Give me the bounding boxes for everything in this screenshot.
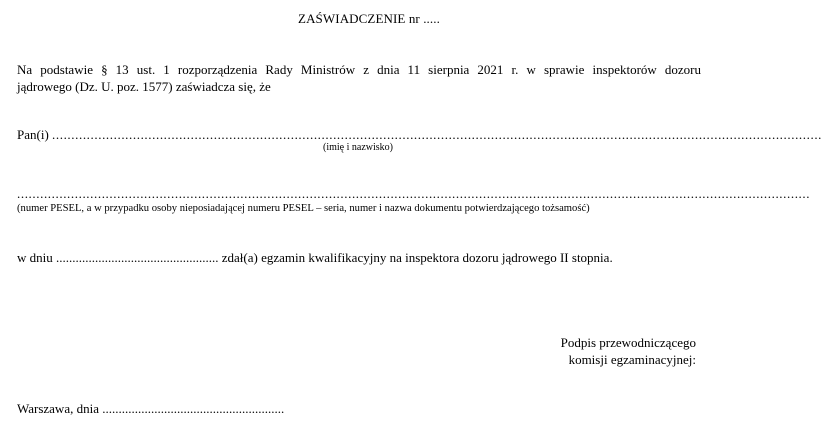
pesel-dotted-blank: .............................................................................................................................................................................................................. [17, 186, 811, 201]
pesel-caption: (numer PESEL, a w przypadku osoby nieposiadającej numeru PESEL – seria, numer i nazwa dokumentu potwierdzającego tożsamość) [17, 203, 590, 214]
legal-basis-line-2: jądrowego (Dz. U. poz. 1577) zaświadcza się, że [17, 79, 271, 94]
signature-line-1: Podpis przewodniczącego [560, 335, 696, 350]
signature-block [520, 334, 696, 368]
name-dotted-blank: ........................................................................................................................................................................................................ [52, 127, 822, 142]
exam-date-line: w dniu .................................................. zdał(a) egzamin kwalifikacyjny na inspektora dozoru jądrowego II stopnia. [17, 250, 613, 265]
signature-line-2: komisji egzaminacyjnej: [568, 352, 696, 367]
name-field-line [17, 127, 822, 142]
name-label: Pan(i) [17, 127, 53, 142]
pesel-field-line [17, 186, 811, 201]
name-caption: (imię i nazwisko) [323, 142, 393, 153]
document-title: ZAŚWIADCZENIE nr ..... [298, 11, 440, 26]
place-date-line: Warszawa, dnia ........................................................ [17, 401, 285, 416]
legal-basis-line-1: Na podstawie § 13 ust. 1 rozporządzenia Rady Ministrów z dnia 11 sierpnia 2021 r. w sprawie inspektorów dozoru [17, 62, 701, 77]
